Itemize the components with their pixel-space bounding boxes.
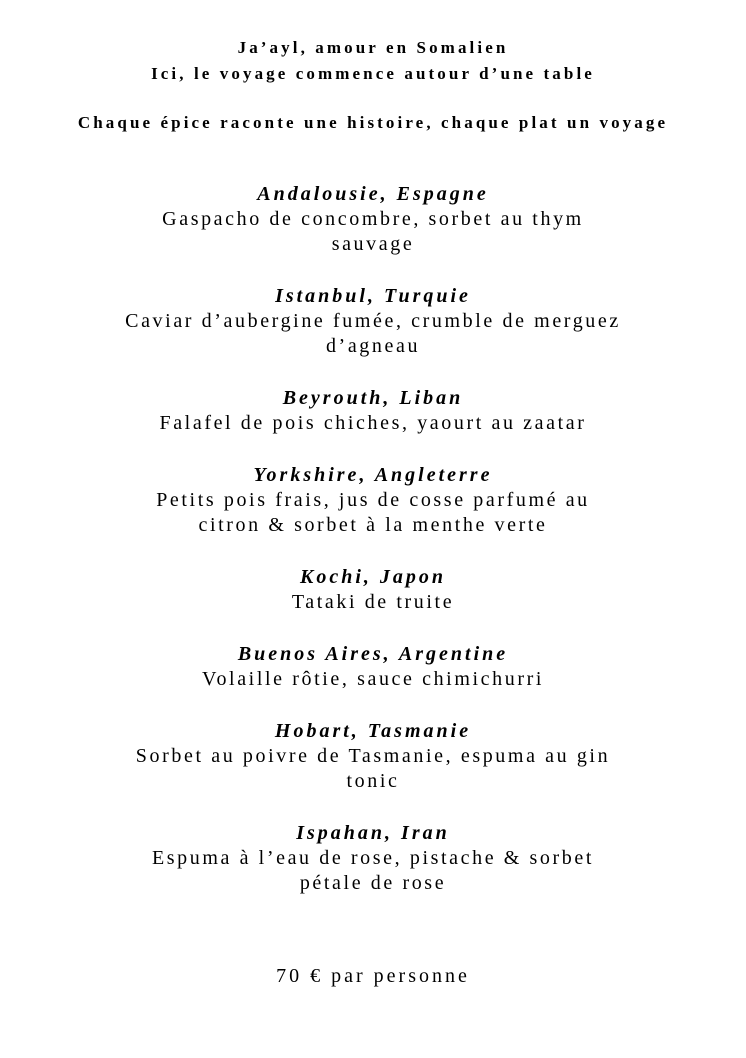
course-yorkshire — [0, 462, 746, 538]
course-dish: Gaspacho de concombre, sorbet au thym sauvage — [162, 208, 584, 255]
course-origin: Yorkshire, Angleterre — [253, 464, 493, 486]
course-dish: Sorbet au poivre de Tasmanie, espuma au gin tonic — [135, 745, 611, 792]
course-origin: Kochi, Japon — [299, 566, 447, 588]
course-dish: Volaille rôtie, sauce chimichurri — [201, 668, 544, 690]
course-dish: Falafel de pois chiches, yaourt au zaatar — [159, 412, 587, 434]
subtitle: Chaque épice raconte une histoire, chaque plat un voyage — [77, 113, 669, 132]
course-dish: Tataki de truite — [291, 591, 455, 613]
price-per-person: 70 € par personne — [276, 965, 470, 987]
course-kochi — [0, 564, 746, 615]
tagline: Ici, le voyage commence autour d’une table — [151, 64, 595, 83]
course-origin: Buenos Aires, Argentine — [237, 643, 509, 665]
course-dish: Petits pois frais, jus de cosse parfumé au citron & sorbet à la menthe verte — [156, 489, 590, 536]
course-hobart — [0, 718, 746, 794]
course-dish: Espuma à l’eau de rose, pistache & sorbet pétale de rose — [151, 847, 595, 894]
tasting-menu — [0, 181, 746, 922]
course-buenos-aires — [0, 641, 746, 692]
course-origin: Hobart, Tasmanie — [274, 720, 472, 742]
course-dish: Caviar d’aubergine fumée, crumble de merguez d’agneau — [125, 310, 621, 357]
course-andalousie — [0, 181, 746, 257]
course-istanbul — [0, 283, 746, 359]
course-ispahan — [0, 820, 746, 896]
course-origin: Istanbul, Turquie — [275, 285, 471, 307]
course-origin: Beyrouth, Liban — [282, 387, 464, 409]
course-origin: Andalousie, Espagne — [257, 183, 489, 205]
course-beyrouth — [0, 385, 746, 436]
course-origin: Ispahan, Iran — [296, 822, 450, 844]
restaurant-name-line: Ja’ayl, amour en Somalien — [237, 38, 509, 57]
